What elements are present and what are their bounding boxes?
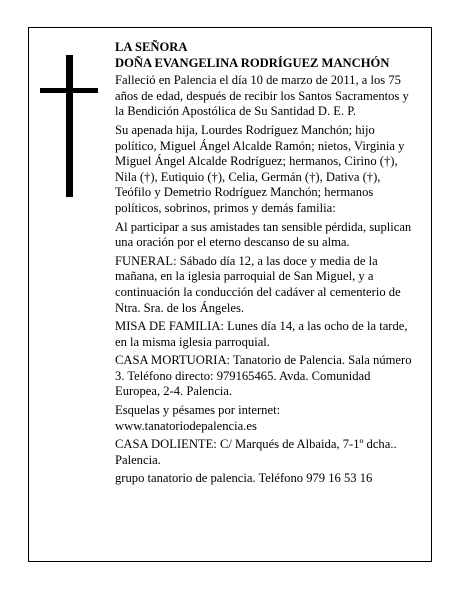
death-paragraph: Falleció en Palencia el día 10 de marzo de 2011, a los 75 años de edad, después de recibir los Santos Sacramentos y la Bendición Apostólica de Su Santidad D. E. P. [115,73,409,119]
online-label: Esquelas y pésames por internet: [115,403,281,418]
cross-icon [66,55,73,197]
obituary-text [115,40,415,490]
mortuary-paragraph: CASA MORTUORIA: Tanatorio de Palencia. Sala número 3. Teléfono directo: 979165465. Avda. Comunidad Europea, 2-4. Palencia. [115,353,412,399]
obituary-title [115,40,415,71]
obituary-frame [28,27,432,562]
cross-icon-bar [40,88,98,93]
website-link[interactable]: www.tanatoriodepalencia.es [115,418,257,433]
home-paragraph: CASA DOLIENTE: C/ Marqués de Albaida, 7-1º dcha.. Palencia. [115,437,397,467]
funeral-paragraph: FUNERAL: Sábado día 12, a las doce y media de la mañana, en la iglesia parroquial de San Miguel, y a continuación la conducción del cadáver al cementerio de Ntra. Sra. de los Ángeles. [115,253,401,315]
footer-line: grupo tanatorio de palencia. Teléfono 979 16 53 16 [115,471,373,486]
mass-paragraph: MISA DE FAMILIA: Lunes día 14, a las ocho de la tarde, en la misma iglesia parroquial. [115,319,408,349]
family-paragraph: Su apenada hija, Lourdes Rodríguez Manchón; hijo político, Miguel Ángel Alcalde Ramón; nietos, Virginia y Miguel Ángel Alcalde Rodríguez; hermanos, Cirino (†), Nila (†), Eutiquio (†), Celia, Germán (†), Dativa (†), Teófilo y Demetrio Rodríguez Manchón; hermanos políticos, sobrinos, primos y demás familia: [115,122,405,215]
title-line-2: DOÑA EVANGELINA RODRÍGUEZ MANCHÓN [115,55,390,70]
request-paragraph: Al participar a sus amistades tan sensible pérdida, suplican una oración por el eterno descanso de su alma. [115,219,412,250]
title-line-1: LA SEÑORA [115,40,188,54]
